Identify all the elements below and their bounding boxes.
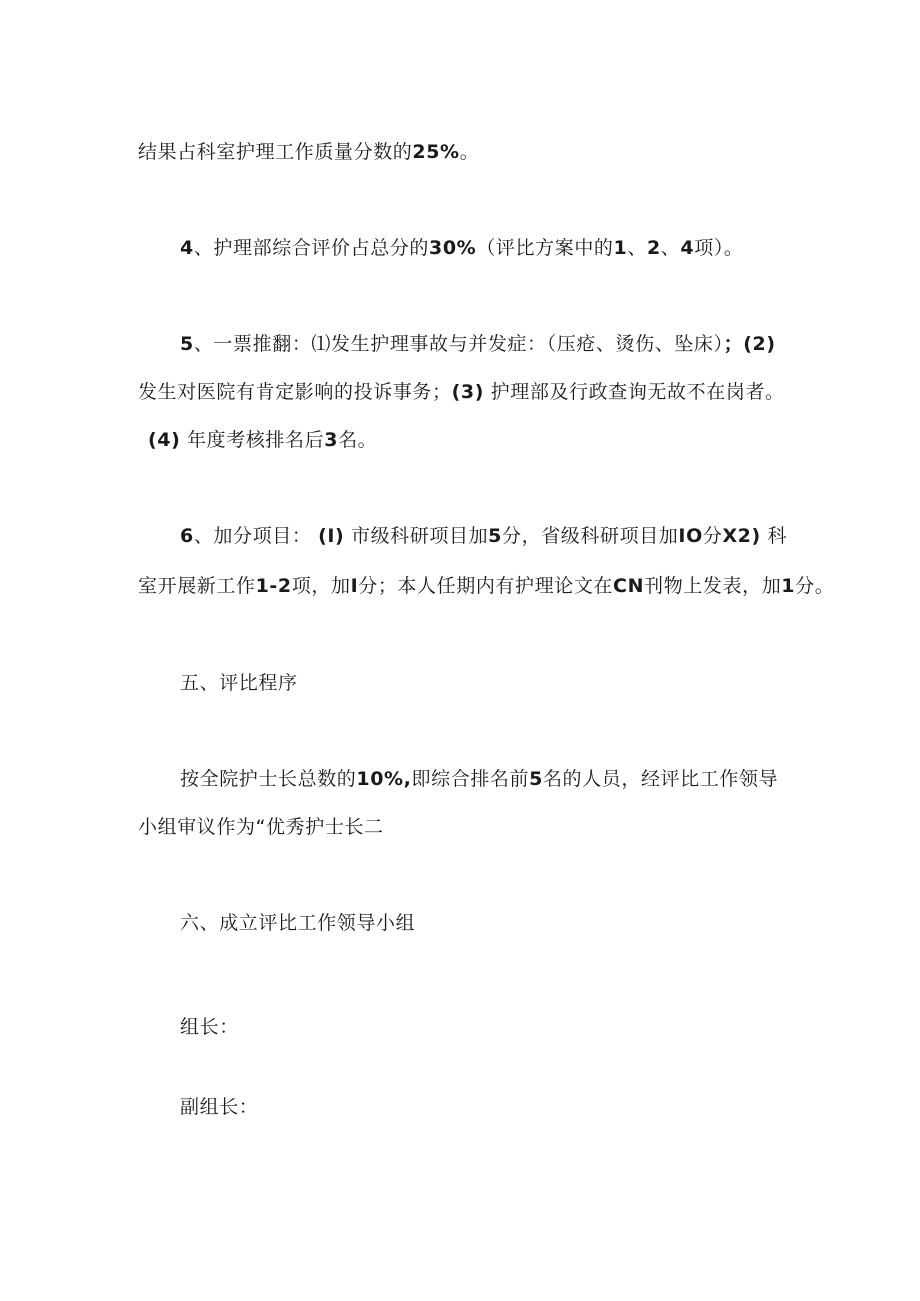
- section-heading: 六、成立评比工作领导小组: [180, 912, 416, 934]
- paragraph-line: 发生对医院有肯定影响的投诉事务；(3) 护理部及行政查询无故不在岗者。: [138, 381, 785, 403]
- paragraph-line: 5、一票推翻：⑴发生护理事故与并发症：（压疮、烫伤、坠床）；(2): [180, 333, 776, 355]
- paragraph-line: 小组审议作为“优秀护士长二: [138, 816, 384, 838]
- paragraph-line: 室开展新工作1-2项，加I分；本人任期内有护理论文在CN刊物上发表，加1分。: [138, 575, 835, 597]
- paragraph-line: 4、护理部综合评价占总分的30%（评比方案中的1、2、4项）。: [180, 237, 744, 259]
- deputy-leader-label: 副组长：: [180, 1096, 259, 1118]
- leader-label: 组长：: [180, 1016, 239, 1038]
- paragraph-line: 结果占科室护理工作质量分数的25%。: [138, 141, 480, 163]
- paragraph-line: 按全院护士长总数的10%,即综合排名前5名的人员，经评比工作领导: [180, 768, 779, 790]
- paragraph-line: 6、加分项目： (I) 市级科研项目加5分，省级科研项目加IO分X2) 科: [180, 525, 788, 547]
- section-heading: 五、评比程序: [180, 672, 298, 694]
- paragraph-line: (4) 年度考核排名后3名。: [148, 429, 378, 451]
